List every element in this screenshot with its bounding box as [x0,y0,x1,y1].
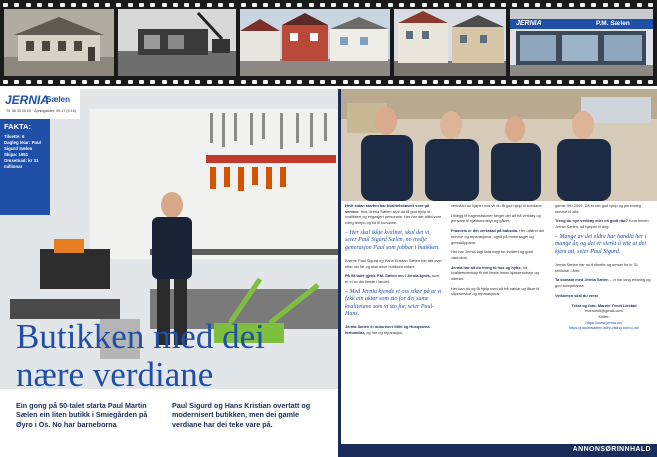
old-house-photo [4,9,114,76]
article-paragraph [451,203,549,209]
brand-info: Tlf. 56 30 20 20 · Åpningstider: 09-17 (9-15) [6,109,76,113]
staff-photo [341,89,657,201]
article-column-2 [451,203,549,301]
film-frame-old-house [4,9,114,76]
fakta-item: Omsetnad: kr 31 millionar [4,158,39,169]
paragraph-text: frå kvalitetsverktøy til det beste innan kjøkkenutstyr og interiør. [451,264,539,282]
article-paragraph [345,258,443,269]
film-frame-street [240,9,390,76]
paragraph-lead-in: Velkomen skal du vera! [555,292,599,298]
paragraph-text: gamle tid i 2009. Då er det god hjelp og personleg service til alle. [555,203,642,214]
paragraph-lead-in: Framleis er det verkstad på baksida. [451,228,519,234]
fakta-box [0,119,50,215]
fakta-item: Skipa: 1951 [4,152,29,157]
lead-right: Paul Sigurd og Hans Kristian overtatt og modernisert butikken, men dei gamle verdiane har dei teke vare på. [172,401,311,429]
paragraph-text: Jernia Sælen har no 6 tilsette og omset for kr 31 millionar i året. [555,262,639,273]
paragraph-text: I tillegg til hagemaskiner selger dei alt frå verktøy og jernvare til kjøkkenutstyr og gåver. [451,212,541,224]
paragraph-lead-in: Jernia Sælen er autorisert Stihl og Husqvarna forhandlar, [345,324,430,336]
article-paragraph [345,324,443,335]
paragraph-text: verkstad du kjøper hos vil du få god hjelp til kundane. [451,203,543,208]
headline [16,318,336,394]
article-credit [555,303,653,332]
fakta-item: Dagleg leiar: Paul Sigurd Sælen [4,140,41,151]
paragraph-lead-in: Heilt sidan starten har kvalitetsbasert vore på service. [345,203,430,214]
article-column-3 [555,203,653,331]
pull-quote: – Mange av dei eldre har handla her i mange år, og det er sterkt å vite at dei kjem att, seier Paul Sigurd. [555,233,647,255]
article-paragraph [555,203,653,214]
paragraph-text: Kom innom Jernia Sælen, så hjelper vi deg. [555,218,649,230]
paragraph-lead-in: Treng du nye verktøy eller eit godt råd? [555,218,628,224]
pull-quote: – Med Jernia kjende vi oss sikre på at vi fekk ein aktør som sto for dei same kvalitetane som vi sto for, seier Paul-Hans. [345,288,442,318]
shop-sign-name: P.M. Sælen [596,20,630,27]
street-photo [240,9,390,76]
article-paragraph [555,293,653,299]
headline-line-2: nære verdiane [16,355,214,394]
film-frame-town-centre [394,9,506,76]
paragraph-text: og har og reparasjon. [365,330,404,336]
article-paragraph [451,265,549,282]
film-sprocket-holes [0,78,657,85]
article-paragraph [451,286,549,297]
paragraph-lead-in: Jernia har alt du treng til hus og hytte, [451,264,522,270]
article-paragraph [345,203,443,226]
credit-link[interactable]: https://paulmsaelen.stihl-viking.no/no-no/ [568,325,640,331]
article-paragraph [451,213,549,224]
staff-illustration [341,89,657,201]
paragraph-lead-in: Ta kontakt med Jernia Sælen [555,277,609,283]
paragraph-text: – vi har lang erfaring og god kompetanse. [555,277,651,289]
credit-author: Tekst og foto: Marnie Tvedt Liestad [571,302,637,308]
article-paragraph [451,228,549,245]
advertiser-label: ANNONSØRINNHALD [572,446,651,453]
town-centre-photo [394,9,506,76]
paragraph-text: som er ei av dei første i landet. [345,273,440,285]
article-paragraph [345,273,443,284]
magazine-spread [0,89,657,457]
right-page [341,89,657,457]
credit-sources-label: Kilder: [598,313,610,319]
paragraph-lead-in: På 90-talet gjekk P.M. Sælen inn i Jernia-kjeda, [345,273,431,279]
paragraph-text: Hos Jernia Sælen skal du få god hjelp til kvalifisert og engasjert personale. Her har det alltid vore roleg tempo og tid til kundane. [345,208,442,226]
lead-left: Ein gong på 50-talet starta Paul Martin Sælen ein liten butikk i Smiegården på Øyro i Os. No har barneborna [16,401,148,429]
credit-email: marnieutl@gmail.com [585,308,623,314]
left-page [0,89,338,457]
shop-sign-logo: JERNIA [516,20,542,27]
credit-link[interactable]: https://www.jernia.no/ [585,319,623,325]
shop-sign-location: Sælen [610,20,630,27]
paragraph-text: Her kan du og få hjelp med alt frå nøklar og låsar til slipeservice og reparasjonar. [451,285,540,297]
article-paragraph [451,249,549,260]
film-sprocket-holes [0,1,657,8]
article-paragraph [555,262,653,273]
brand-location: Sælen [46,95,71,104]
advertiser-footer [341,444,657,457]
brand-block [0,89,80,119]
fakta-item: Tilsette: 6 [4,134,25,139]
construction-photo [118,9,236,76]
film-frame-construction [118,9,236,76]
article-paragraph [555,218,653,229]
article-paragraph [555,277,653,288]
paragraph-text: Her har Jernia lagt lista høgt for kvalitet og godt vareutval. [451,249,533,260]
jernia-logo: JERNIA [5,93,50,107]
film-frame-shop-front [510,9,653,76]
paragraph-text: Her utfører dei service og reparasjonar, også på motorsager og gressklipparar. [451,228,545,245]
article-body [341,203,657,443]
headline-line-1: Butikken med dei [16,317,265,356]
film-strip [0,0,657,86]
paragraph-text: Brørne Paul Sigurd og Hans Kristian Sælen har tatt over etter sin far og skal drive butikken vidare. [345,258,442,269]
fakta-title: FAKTA: [4,122,31,131]
pull-quote: – Her skal ikkje kvalitet, skal det vi, seier Paul Sigurd Sælen, no tredje generasjon Paul som jobbar i butikken. [345,229,440,251]
article-column-1 [345,203,443,340]
